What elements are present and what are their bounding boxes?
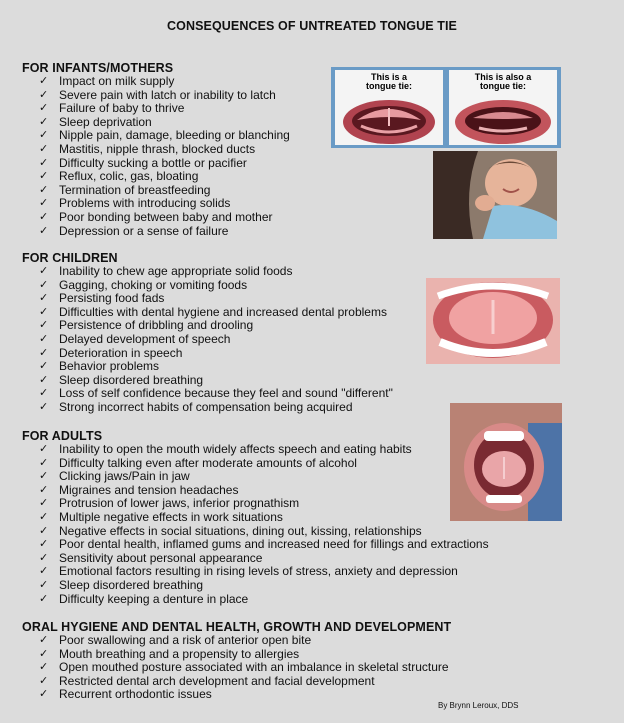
checkmark-icon: ✓	[39, 470, 49, 483]
list-item	[39, 457, 489, 471]
list-item-text: Restricted dental arch development and facial development	[59, 673, 375, 688]
list-item-text: Inability to open the mouth widely affects speech and eating habits	[59, 442, 412, 456]
checkmark-icon: ✓	[39, 578, 49, 591]
list-item	[39, 225, 290, 239]
list-item	[39, 565, 489, 579]
checkmark-icon: ✓	[39, 278, 49, 291]
list-item-text: Mastitis, nipple thrash, blocked ducts	[59, 141, 256, 156]
list-item	[39, 387, 393, 401]
baby-breastfeeding-photo	[433, 151, 557, 239]
checkmark-icon: ✓	[39, 332, 49, 345]
child-mouth-photo	[426, 278, 560, 364]
list-item	[39, 443, 489, 457]
section-oral-hygiene	[22, 620, 451, 702]
list-item-text: Strong incorrect habits of compensation being acquired	[59, 399, 353, 414]
list-item-text: Recurrent orthodontic issues	[59, 687, 212, 702]
checkmark-icon: ✓	[39, 156, 49, 169]
list-item-text: Multiple negative effects in work situations	[59, 509, 283, 524]
checkmark-icon: ✓	[39, 197, 49, 210]
checkmark-icon: ✓	[39, 292, 49, 305]
list-item	[39, 197, 290, 211]
checkmark-icon: ✓	[39, 102, 49, 115]
list-item	[39, 102, 290, 116]
list-item	[39, 143, 290, 157]
list-item-text: Difficulty talking even after moderate amounts of alcohol	[59, 455, 357, 470]
tongue-tie-image-panel	[331, 67, 561, 148]
section-children	[22, 251, 393, 415]
section-heading: FOR ADULTS	[22, 429, 103, 443]
checkmark-icon: ✓	[39, 360, 49, 373]
list-item	[39, 648, 451, 662]
list-item	[39, 634, 451, 648]
list-item-text: Negative effects in social situations, dining out, kissing, relationships	[59, 523, 422, 538]
list-item	[39, 374, 393, 388]
list-item-text: Persisting food fads	[59, 291, 165, 306]
list-item-text: Impact on milk supply	[59, 74, 175, 88]
section-heading: FOR INFANTS/MOTHERS	[22, 61, 174, 75]
checkmark-icon: ✓	[39, 224, 49, 237]
checkmark-icon: ✓	[39, 183, 49, 196]
list-item	[39, 170, 290, 184]
list-item	[39, 511, 489, 525]
list-item-text: Poor bonding between baby and mother	[59, 209, 273, 224]
list-item-text: Difficulty keeping a denture in place	[59, 591, 249, 606]
checkmark-icon: ✓	[39, 688, 49, 701]
list-item	[39, 360, 393, 374]
mouth-closeup-photo	[449, 70, 557, 145]
checkmark-icon: ✓	[39, 497, 49, 510]
list-item	[39, 347, 393, 361]
list-item	[39, 497, 489, 511]
section-heading: ORAL HYGIENE AND DENTAL HEALTH, GROWTH AND DEVELOPMENT	[22, 620, 452, 634]
caption-line: This is a	[370, 72, 407, 82]
list-item-text: Sensitivity about personal appearance	[59, 550, 263, 565]
checkmark-icon: ✓	[39, 319, 49, 332]
list-item-text: Difficulty sucking a bottle or pacifier	[59, 155, 247, 170]
caption-line: This is also a	[474, 72, 532, 82]
checkmark-icon: ✓	[39, 634, 49, 646]
list-item	[39, 265, 393, 279]
tongue-tie-image-left	[335, 70, 443, 145]
checkmark-icon: ✓	[39, 524, 49, 537]
checkmark-icon: ✓	[39, 88, 49, 101]
checkmark-icon: ✓	[39, 538, 49, 551]
list-item	[39, 129, 290, 143]
checkmark-icon: ✓	[39, 142, 49, 155]
list-item-text: Termination of breastfeeding	[59, 182, 211, 197]
page-title: CONSEQUENCES OF UNTREATED TONGUE TIE	[167, 19, 457, 33]
list-item-text: Delayed development of speech	[59, 331, 231, 346]
list-item-text: Clicking jaws/Pain in jaw	[59, 469, 190, 484]
checkmark-icon: ✓	[39, 510, 49, 523]
list-item-text: Protrusion of lower jaws, inferior prognathism	[59, 496, 300, 511]
list-item-text: Depression or a sense of failure	[59, 223, 229, 238]
list-item-text: Emotional factors resulting in rising levels of stress, anxiety and depression	[59, 564, 458, 579]
list-item	[39, 538, 489, 552]
list-item	[39, 116, 290, 130]
list-item	[39, 525, 489, 539]
list-item-text: Severe pain with latch or inability to latch	[59, 87, 276, 102]
list-item	[39, 292, 393, 306]
list-item	[39, 319, 393, 333]
list-item-text: Poor dental health, inflamed gums and increased need for fillings and extractions	[59, 537, 489, 552]
section-infants-mothers	[22, 61, 290, 238]
list-item-text: Migraines and tension headaches	[59, 482, 239, 497]
checkmark-icon: ✓	[39, 170, 49, 183]
list-item	[39, 184, 290, 198]
item-list	[22, 265, 393, 415]
caption-line: tongue tie:	[480, 81, 526, 91]
checkmark-icon: ✓	[39, 483, 49, 496]
list-item	[39, 279, 393, 293]
checkmark-icon: ✓	[39, 115, 49, 128]
list-item-text: Nipple pain, damage, bleeding or blanching	[59, 128, 290, 143]
list-item-text: Failure of baby to thrive	[59, 101, 185, 116]
checkmark-icon: ✓	[39, 305, 49, 318]
list-item	[39, 89, 290, 103]
section-heading: FOR CHILDREN	[22, 251, 118, 265]
item-list	[22, 634, 451, 702]
item-list	[22, 75, 290, 238]
checkmark-icon: ✓	[39, 210, 49, 223]
list-item	[39, 470, 489, 484]
list-item	[39, 661, 451, 675]
checkmark-icon: ✓	[39, 674, 49, 687]
list-item	[39, 675, 451, 689]
list-item	[39, 333, 393, 347]
list-item	[39, 552, 489, 566]
checkmark-icon: ✓	[39, 346, 49, 359]
list-item-text: Sleep disordered breathing	[59, 577, 204, 592]
checkmark-icon: ✓	[39, 129, 49, 142]
list-item-text: Problems with introducing solids	[59, 196, 231, 211]
list-item	[39, 484, 489, 498]
list-item-text: Open mouthed posture associated with an imbalance in skeletal structure	[59, 660, 449, 675]
list-item-text: Mouth breathing and a propensity to allergies	[59, 646, 300, 661]
author-credit: By Brynn Leroux, DDS	[438, 701, 519, 710]
list-item-text: Difficulties with dental hygiene and increased dental problems	[59, 304, 387, 319]
checkmark-icon: ✓	[39, 456, 49, 469]
checkmark-icon: ✓	[39, 75, 49, 87]
mouth-closeup-photo	[335, 70, 443, 145]
checkmark-icon: ✓	[39, 373, 49, 386]
item-list	[22, 443, 489, 606]
checkmark-icon: ✓	[39, 400, 49, 413]
list-item-text: Sleep disordered breathing	[59, 372, 204, 387]
list-item-text: Loss of self confidence because they feel and sound "different"	[59, 386, 393, 401]
list-item-text: Sleep deprivation	[59, 114, 152, 129]
list-item	[39, 688, 451, 702]
checkmark-icon: ✓	[39, 565, 49, 578]
checkmark-icon: ✓	[39, 387, 49, 400]
list-item-text: Reflux, colic, gas, bloating	[59, 169, 199, 184]
list-item	[39, 75, 290, 89]
list-item-text: Deterioration in speech	[59, 345, 183, 360]
list-item-text: Poor swallowing and a risk of anterior open bite	[59, 633, 312, 647]
checkmark-icon: ✓	[39, 592, 49, 605]
checkmark-icon: ✓	[39, 661, 49, 674]
list-item	[39, 593, 489, 607]
list-item-text: Inability to chew age appropriate solid foods	[59, 264, 293, 278]
checkmark-icon: ✓	[39, 647, 49, 660]
checkmark-icon: ✓	[39, 443, 49, 455]
list-item	[39, 306, 393, 320]
checkmark-icon: ✓	[39, 551, 49, 564]
list-item-text: Persistence of dribbling and drooling	[59, 318, 254, 333]
tongue-tie-image-right	[449, 70, 557, 145]
list-item	[39, 157, 290, 171]
list-item	[39, 401, 393, 415]
adult-mouth-photo	[450, 403, 562, 521]
section-adults	[22, 429, 489, 606]
list-item	[39, 579, 489, 593]
checkmark-icon: ✓	[39, 265, 49, 277]
caption-line: tongue tie:	[366, 81, 412, 91]
list-item-text: Behavior problems	[59, 359, 160, 374]
list-item-text: Gagging, choking or vomiting foods	[59, 277, 248, 292]
list-item	[39, 211, 290, 225]
